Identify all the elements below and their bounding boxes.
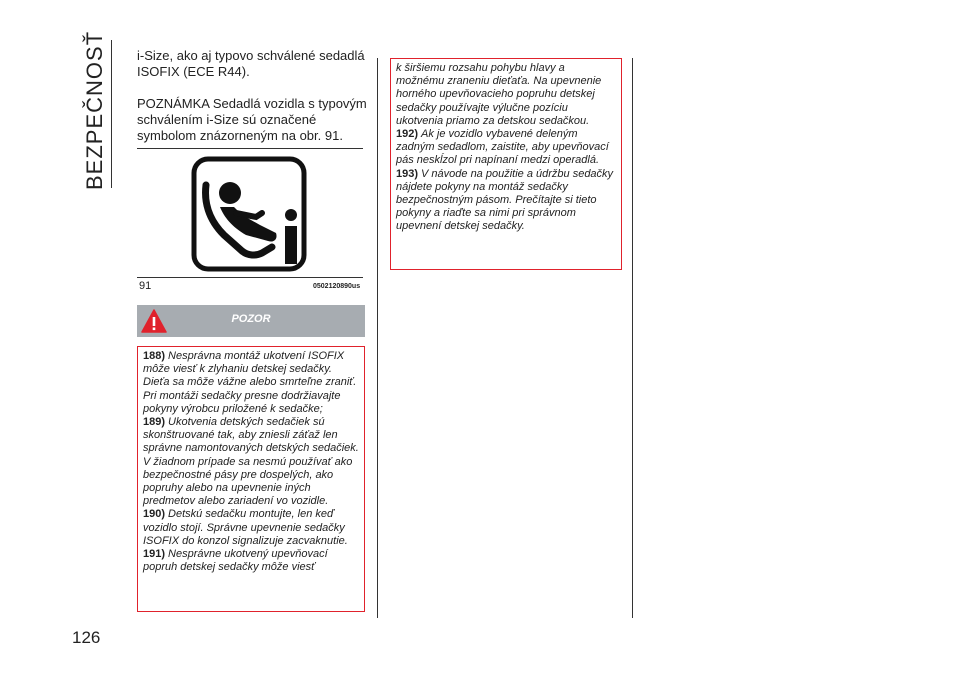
section-title <box>76 30 120 190</box>
note-item <box>143 416 359 508</box>
note-text: Detskú sedačku montujte, len keď vozidlo stojí. Správne upevnenie sedačky ISOFIX do konzol signalizuje zacvaknutie. <box>143 508 348 547</box>
note-text: V návode na použitie a údržbu sedačky nájdete pokyny na montáž sedačky bezpečnostným pásom. Prečítajte si tieto pokyny a riaďte sa nimi pri správnom upevnení detskej sedačky. <box>396 167 614 233</box>
page-number: 126 <box>72 628 101 647</box>
note-item <box>143 350 359 416</box>
section-title-rule <box>111 40 112 188</box>
section-title-text: BEZPEČNOSŤ <box>82 30 107 190</box>
note-number: 189) <box>143 416 166 429</box>
warning-header <box>137 305 365 337</box>
column-divider-1 <box>377 58 378 618</box>
note-continuation: k širšiemu rozsahu pohybu hlavy a možnému zraneniu dieťaťa. Na upevnenie horného upevňovacieho popruhu detskej sedačky používajte výlučne pozíciu ukotvenia priamo za detskou sedačkou. <box>396 62 602 127</box>
warning-notes-box-left <box>137 346 365 612</box>
note-number: 191) <box>143 548 166 561</box>
note-item <box>396 168 616 234</box>
note-item <box>143 548 359 574</box>
note-text: Ak je vozidlo vybavené deleným zadným sedadlom, zaistite, aby upevňovací pás neskĺzol pri napínaní medzi operadlá. <box>396 128 609 167</box>
child-seat-isofix-info-icon <box>190 155 308 273</box>
note-text: Nesprávna montáž ukotvení ISOFIX môže viesť k zlyhaniu detskej sedačky. Dieťa sa môže vážne alebo smrteľne zraniť. Pri montáži sedačky presne dodržiavajte pokyny výrobcu priložené k sedačke; <box>143 350 357 415</box>
figure-number: 91 <box>139 280 152 292</box>
intro-paragraph-2: POZNÁMKA Sedadlá vozidla s typovým schválením i-Size sú označené symbolom znázorneným na obr. 91. <box>137 96 367 143</box>
note-number: 192) <box>396 128 419 141</box>
note-text: Ukotvenia detských sedačiek sú skonštruované tak, aby zniesli záťaž len správne namontovaných detských sedačiek. V žiadnom prípade sa nesmú používať ako bezpečnostné pásy pre dospelých, ako popruhy alebo na upevnenie iných predmetov alebo zariadení vo vozidle. <box>143 416 359 508</box>
figure-top-rule <box>137 148 363 149</box>
note-number: 188) <box>143 350 166 362</box>
warning-notes-box-right <box>390 58 622 270</box>
column-divider-2 <box>632 58 633 618</box>
figure-code: 0502120890us <box>313 283 361 290</box>
figure-bottom-rule <box>137 277 363 278</box>
note-item <box>143 508 359 548</box>
warning-title: POZOR <box>231 313 271 325</box>
note-number: 193) <box>396 167 419 180</box>
note-number: 190) <box>143 508 166 521</box>
note-item <box>396 128 616 168</box>
note-text: Nesprávne ukotvený upevňovací popruh detskej sedačky môže viesť <box>143 548 328 574</box>
intro-paragraph-1: i-Size, ako aj typovo schválené sedadlá ISOFIX (ECE R44). <box>137 48 365 79</box>
